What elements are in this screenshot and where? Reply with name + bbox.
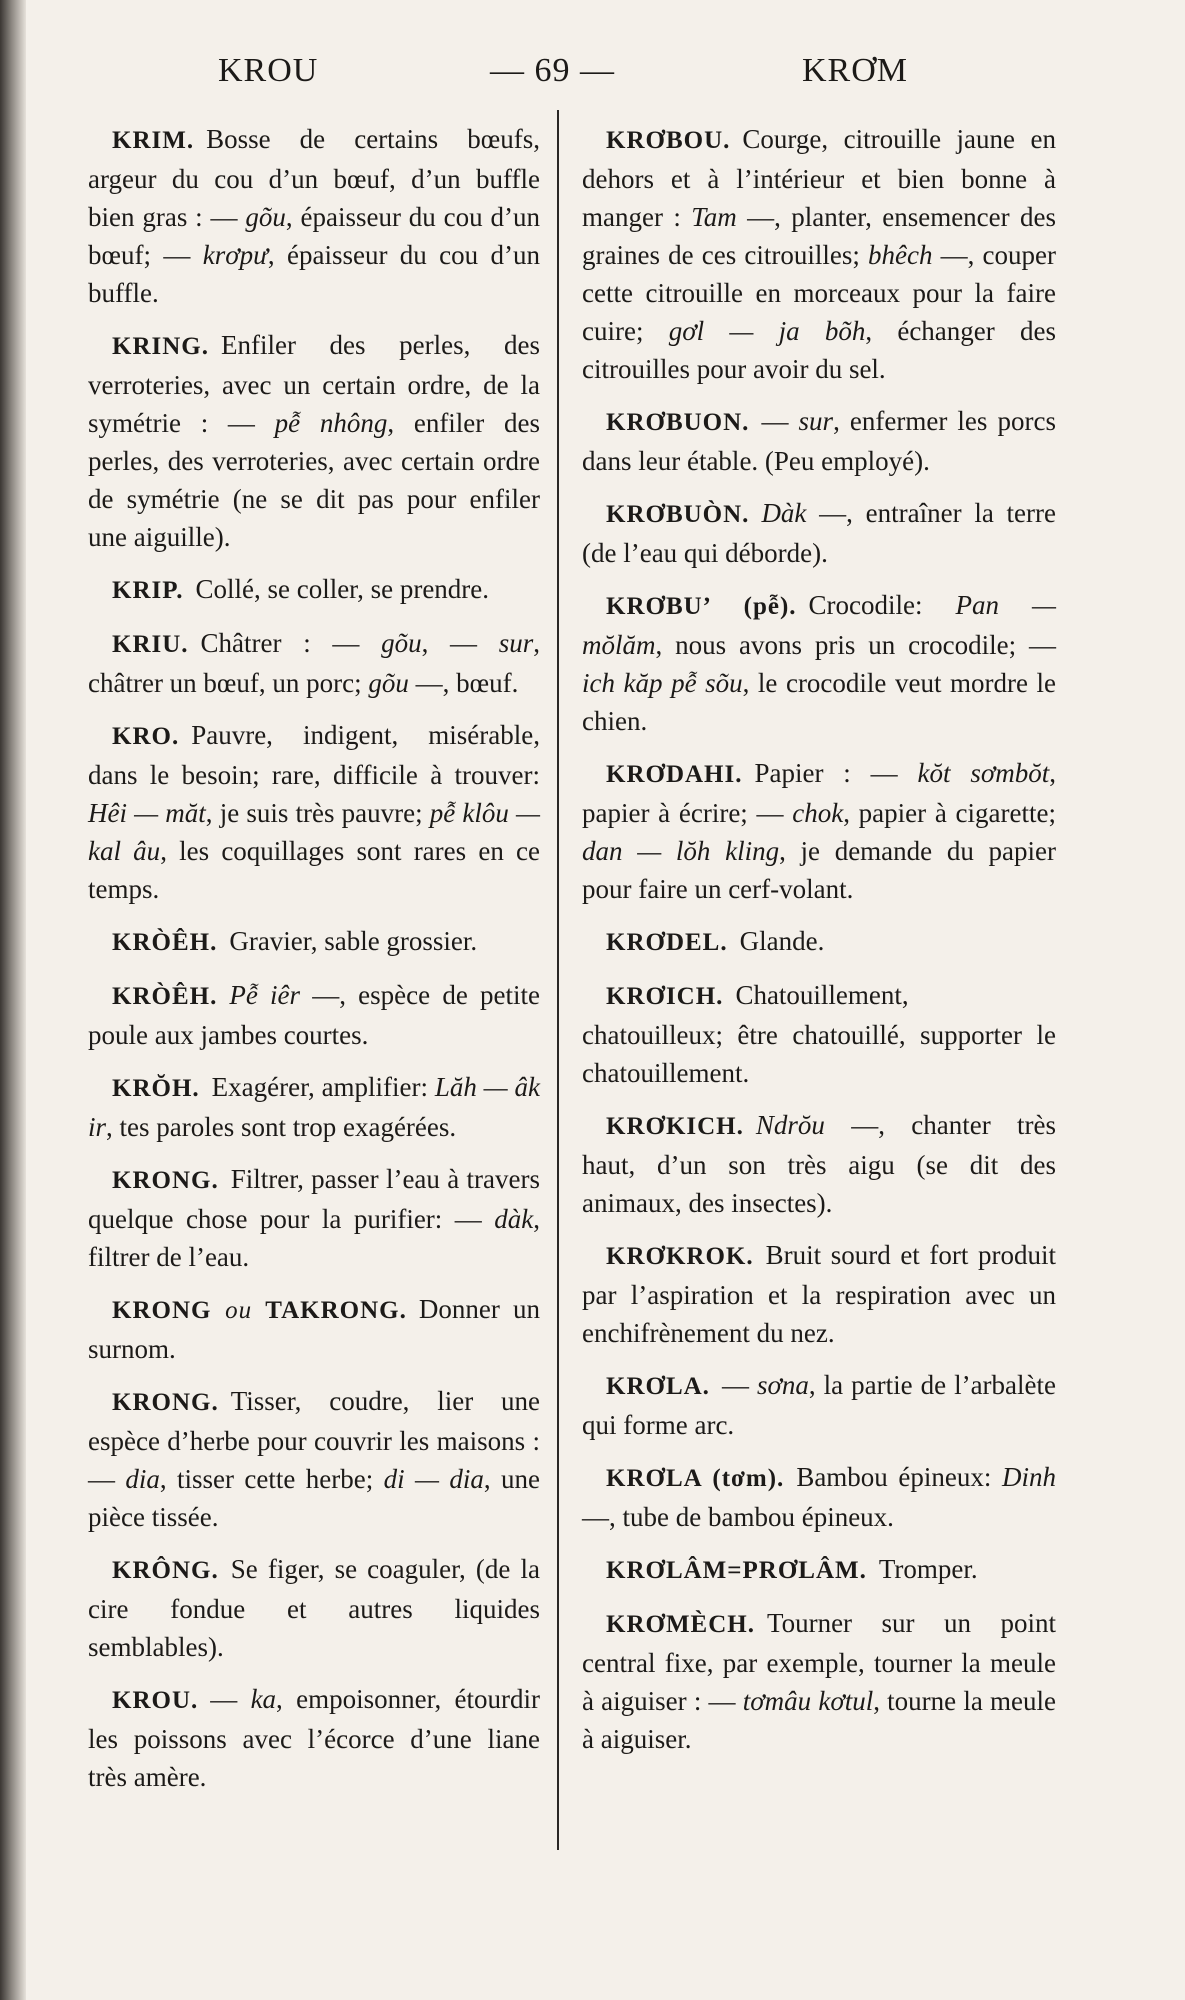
headword-text: ou	[225, 1297, 253, 1324]
definition-text: Se figer, se coaguler, (de la cire fondue et autres liquides semblables).	[88, 1554, 540, 1662]
definition-text: , nous avons pris un crocodile; —	[655, 630, 1056, 660]
headword	[112, 1075, 200, 1102]
dictionary-entry	[88, 624, 540, 702]
definition-text: Gravier, sable grossier.	[229, 926, 478, 956]
headword-text: KRƠBOU.	[606, 127, 731, 154]
definition-text: , les coquillages sont rares en ce temps.	[88, 836, 540, 904]
headword-text: KRƠDEL.	[606, 929, 728, 956]
example-term: bhêch	[868, 240, 933, 270]
definition-text: , tourne la meule à aiguiser.	[582, 1686, 1056, 1754]
example-term: krơpư	[202, 240, 268, 270]
example-term: sơna	[756, 1370, 809, 1400]
definition-text: , la partie de l’arbalète qui forme arc.	[582, 1370, 1057, 1440]
headword-text: KRƠLÂM=PRƠLÂM.	[606, 1557, 867, 1584]
headword	[606, 1113, 744, 1140]
definition-text: —, espèce de petite poule aux jambes courtes.	[88, 980, 540, 1050]
dictionary-entry	[88, 976, 540, 1054]
headword-text: KRƠBUÒN.	[606, 501, 750, 528]
dictionary-entry	[88, 120, 540, 312]
example-term: Pễ iêr	[229, 980, 301, 1010]
example-term: dàk	[494, 1204, 534, 1234]
dictionary-entry	[88, 570, 540, 610]
example-term: pễ nhông	[274, 408, 388, 438]
example-term: tơmâu kơtul	[742, 1686, 874, 1716]
dictionary-entry	[582, 586, 1056, 740]
headword-text: KRÒÊH.	[112, 929, 218, 956]
example-term: Pan — mŏlăm	[582, 590, 1057, 660]
headword-text: KRIU.	[112, 631, 189, 658]
definition-text: , filtrer de l’eau.	[88, 1204, 540, 1272]
dictionary-entry	[88, 1160, 540, 1276]
definition-text: Crocodile:	[808, 590, 956, 620]
headword	[606, 761, 742, 788]
headword	[606, 501, 749, 528]
definition-text: , enfiler des perles, des verroteries, avec certain ordre de symétrie (ne se dit pas pour enfiler une aiguille).	[88, 408, 540, 552]
headword	[112, 1687, 198, 1714]
column-divider	[557, 110, 559, 1850]
headword-text: KRƠBUON.	[606, 409, 750, 436]
book-binding-shadow	[0, 0, 26, 2000]
example-term: ka	[250, 1684, 277, 1714]
definition-text: , le crocodile veut mordre le chien.	[582, 668, 1056, 736]
example-term: Dàk	[761, 498, 807, 528]
headword	[112, 1389, 219, 1416]
dictionary-entry	[582, 976, 1056, 1092]
definition-text: Courge, citrouille jaune en dehors et à l’intérieur et bien bonne à manger :	[582, 124, 1056, 232]
headword-text: KRIP.	[112, 577, 184, 604]
example-term: gơl — ja bõh	[668, 316, 866, 346]
example-term: Lăh — âk ir	[88, 1072, 540, 1142]
headword	[112, 929, 217, 956]
dictionary-entry	[88, 716, 540, 908]
definition-text: , tes paroles sont trop exagérées.	[106, 1112, 457, 1142]
left-column	[88, 120, 540, 1810]
headword	[606, 409, 749, 436]
definition-text: Enfiler des perles, des verroteries, avec un certain ordre, de la symétrie : —	[88, 330, 540, 438]
dictionary-entry	[88, 1680, 540, 1796]
headword-text: KRƠMÈCH.	[606, 1611, 755, 1638]
headword	[112, 631, 189, 658]
headword-text: KRƠDAHI.	[606, 761, 743, 788]
definition-text: , une pièce tissée.	[88, 1464, 541, 1532]
headword-text: KRƠLA (tơm).	[606, 1465, 785, 1492]
headword	[112, 333, 209, 360]
headword	[112, 1167, 219, 1194]
definition-text: , papier à écrire; —	[582, 758, 1056, 828]
definition-text: —, planter, ensemencer des graines de ces citrouilles;	[582, 202, 1056, 270]
headword-text: KRƠKROK.	[606, 1243, 754, 1270]
dictionary-entry	[582, 1604, 1056, 1758]
headword-text: KRÒÊH.	[112, 983, 218, 1010]
page-number: — 69 —	[490, 52, 615, 89]
definition-text: Donner un surnom.	[88, 1294, 540, 1364]
example-term: Ndrŏu	[755, 1110, 825, 1140]
example-term: ich kăp pễ sõu	[582, 668, 743, 698]
definition-text: Tromper.	[878, 1554, 978, 1584]
definition-text: Châtrer : —	[200, 628, 382, 658]
example-term: pễ klôu — kal âu	[88, 798, 541, 866]
headword-text: KRƠICH.	[606, 983, 724, 1010]
headword-text: KRƠBU’ (pễ).	[606, 593, 797, 620]
dictionary-entry	[582, 1366, 1056, 1444]
headword-text: KROU.	[112, 1687, 199, 1714]
definition-text: Exagérer, amplifier:	[211, 1072, 435, 1102]
headword	[112, 1557, 219, 1584]
headword-text: KRƠKICH.	[606, 1113, 744, 1140]
definition-text: —	[210, 1684, 251, 1714]
definition-text: , échanger des citrouilles pour avoir du sel.	[582, 316, 1056, 384]
example-term: dia	[125, 1464, 160, 1494]
example-term: Hêi — măt	[88, 798, 206, 828]
dictionary-entry	[582, 402, 1056, 480]
headword-text: KRŎH.	[112, 1075, 200, 1102]
dictionary-entry	[582, 494, 1056, 572]
headword	[606, 1557, 867, 1584]
headword	[112, 577, 183, 604]
definition-text: , je suis très pauvre;	[205, 798, 430, 828]
definition-text: , —	[421, 628, 499, 658]
headword-text: KRONG	[112, 1297, 226, 1324]
example-term: sur	[798, 406, 834, 436]
example-term: di — dia	[383, 1464, 484, 1494]
dictionary-entry	[88, 1068, 540, 1146]
headword-text: KRO.	[112, 723, 180, 750]
example-term: gõu	[368, 668, 409, 698]
headword	[606, 127, 730, 154]
example-term: gõu	[381, 628, 422, 658]
definition-text: —, entraîner la terre (de l’eau qui déborde).	[582, 498, 1056, 568]
definition-text: Pauvre, indigent, misérable, dans le besoin; rare, difficile à trouver:	[88, 720, 540, 790]
headword-text: KRONG.	[112, 1167, 219, 1194]
headword	[112, 1297, 407, 1324]
definition-text: , enfermer les porcs dans leur étable. (Peu employé).	[582, 406, 1057, 476]
running-head-right: KRƠM	[802, 52, 909, 89]
dictionary-entry	[582, 922, 1056, 962]
definition-text: , épaisseur du cou d’un bœuf; —	[88, 202, 540, 270]
definition-text: Filtrer, passer l’eau à travers quelque chose pour la purifier: —	[88, 1164, 540, 1234]
dictionary-entry	[582, 1550, 1056, 1590]
dictionary-entry	[88, 1550, 540, 1666]
definition-text: , tisser cette herbe;	[159, 1464, 384, 1494]
headword	[606, 1611, 755, 1638]
headword	[112, 723, 179, 750]
dictionary-entry	[88, 922, 540, 962]
headword-text: KRÔNG.	[112, 1557, 219, 1584]
definition-text: —, chanter très haut, d’un son très aigu (se dit des animaux, des insectes).	[582, 1110, 1056, 1218]
definition-text: , papier à cigarette;	[843, 798, 1056, 828]
definition-text: —, couper cette citrouille en morceaux pour la faire cuire;	[582, 240, 1056, 346]
definition-text: —, bœuf.	[408, 668, 519, 698]
definition-text: Collé, se coller, se prendre.	[195, 574, 490, 604]
definition-text: , empoisonner, étourdir les poissons avec l’écorce d’une liane très amère.	[88, 1684, 541, 1792]
definition-text: Glande.	[739, 926, 825, 956]
headword-text: KRONG.	[112, 1389, 219, 1416]
headword-text: KRING.	[112, 333, 209, 360]
headword	[112, 983, 217, 1010]
definition-text: Tourner sur un point central fixe, par exemple, tourner la meule à aiguiser : —	[582, 1608, 1056, 1716]
example-term: chok	[792, 798, 844, 828]
definition-text: Chatouillement, chatouilleux; être chatouillé, supporter le chatouillement.	[582, 980, 1056, 1088]
definition-text: Tisser, coudre, lier une espèce d’herbe pour couvrir les maisons : —	[88, 1386, 540, 1494]
headword	[606, 1373, 710, 1400]
headword	[112, 127, 194, 154]
dictionary-entry	[582, 1106, 1056, 1222]
headword	[606, 983, 723, 1010]
definition-text: —, tube de bambou épineux.	[582, 1502, 894, 1532]
example-term: kŏt sơmbŏt	[917, 758, 1050, 788]
headword-text: KRƠLA.	[606, 1373, 710, 1400]
definition-text: , châtrer un bœuf, un porc;	[88, 628, 540, 698]
definition-text: —	[721, 1370, 757, 1400]
definition-text: Bosse de certains bœufs, argeur du cou d’un bœuf, d’un buffle bien gras : —	[88, 124, 540, 232]
definition-text: , épaisseur du cou d’un buffle.	[88, 240, 540, 308]
right-column	[582, 120, 1056, 1772]
example-term: Dinh	[1002, 1462, 1056, 1492]
example-term: sur	[498, 628, 534, 658]
dictionary-entry	[582, 754, 1056, 908]
definition-text: Bruit sourd et fort produit par l’aspiration et la respiration avec un enchifrènement du nez.	[582, 1240, 1056, 1348]
headword	[606, 593, 797, 620]
dictionary-entry	[88, 326, 540, 556]
dictionary-entry	[582, 1236, 1056, 1352]
example-term: gõu	[245, 202, 286, 232]
headword-text: TAKRONG.	[252, 1297, 407, 1324]
definition-text: Bambou épineux:	[796, 1462, 1002, 1492]
headword	[606, 1243, 754, 1270]
running-head-left: KROU	[218, 52, 319, 89]
headword	[606, 1465, 784, 1492]
dictionary-entry	[582, 1458, 1056, 1536]
headword	[606, 929, 728, 956]
definition-text: , je demande du papier pour faire un cerf-volant.	[582, 836, 1056, 904]
example-term: dan — lŏh kling	[582, 836, 780, 866]
dictionary-entry	[88, 1382, 540, 1536]
definition-text: Papier : —	[754, 758, 918, 788]
dictionary-entry	[88, 1290, 540, 1368]
dictionary-entry	[582, 120, 1056, 388]
definition-text: —	[761, 406, 799, 436]
example-term: Tam	[691, 202, 737, 232]
headword-text: KRIM.	[112, 127, 195, 154]
